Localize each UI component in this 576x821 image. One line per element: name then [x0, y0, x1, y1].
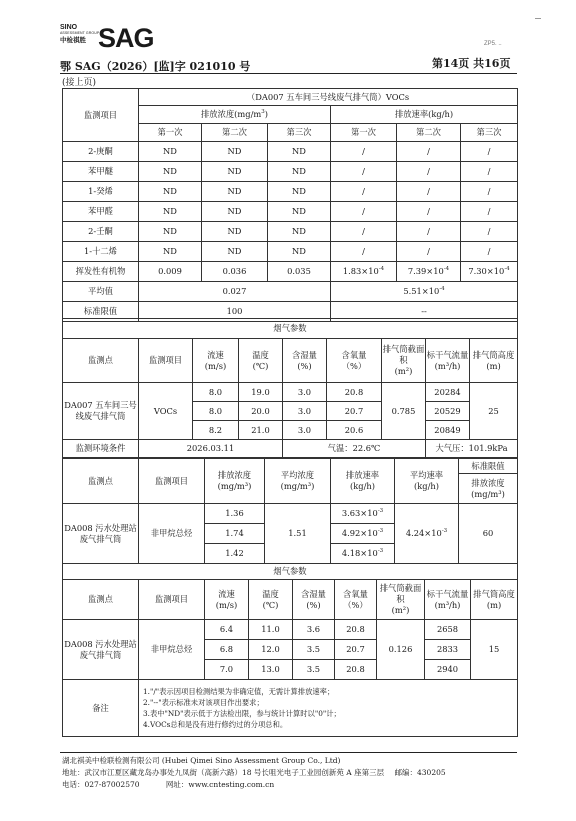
- cell: /: [331, 202, 397, 222]
- cell: ND: [202, 202, 268, 222]
- cell: ND: [139, 222, 202, 242]
- cell: 12.0: [249, 640, 293, 660]
- cell: 20.8: [327, 383, 382, 402]
- cell: 13.0: [249, 660, 293, 680]
- table-row: [63, 242, 518, 262]
- header-unit: (kg/h): [414, 481, 439, 491]
- cell: [331, 544, 395, 564]
- header-height: 排气筒高度(m): [471, 580, 518, 620]
- env-label: 监测环境条件: [63, 440, 139, 458]
- monitor-item: VOCs: [139, 383, 193, 440]
- cell: 1.42: [205, 544, 265, 564]
- cell: /: [331, 182, 397, 202]
- cell: /: [397, 222, 461, 242]
- remark-line: 4.VOCs总和是没有进行修约过的分项总和。: [143, 720, 288, 729]
- corner-mark: [535, 18, 541, 19]
- header-item: 监测项目: [139, 459, 205, 504]
- header-unit: (mg/m³): [217, 481, 252, 491]
- header-item: 监测项目: [139, 580, 205, 620]
- header-moisture: [293, 580, 335, 620]
- header-temp: [239, 339, 283, 383]
- run-6: 第三次: [461, 124, 518, 142]
- monitor-point: DA007 五车间三号线废气排气筒: [63, 383, 139, 440]
- header-concentration: [139, 106, 331, 124]
- rate-exp: -4: [378, 266, 385, 273]
- header-point: 监测点: [63, 339, 139, 383]
- header-label: 平均浓度: [280, 470, 315, 480]
- section-title: 烟气参数: [63, 319, 518, 339]
- footer-address: [62, 767, 446, 778]
- header-speed: [205, 580, 249, 620]
- cell: /: [397, 242, 461, 262]
- stack-height: 25: [470, 383, 518, 440]
- cell: /: [461, 182, 518, 202]
- cell: ND: [202, 162, 268, 182]
- cell: /: [331, 242, 397, 262]
- rate-base: 1.83×10: [342, 266, 379, 276]
- cell: /: [461, 202, 518, 222]
- cell: 20.7: [335, 640, 377, 660]
- header-item: 监测项目: [63, 89, 139, 142]
- cell: 8.0: [193, 402, 239, 421]
- cell: [331, 262, 397, 282]
- avg-rate: [331, 282, 518, 302]
- header-flow: [425, 580, 471, 620]
- stack-area: 0.126: [377, 620, 425, 680]
- cell: ND: [268, 222, 331, 242]
- cell: /: [331, 162, 397, 182]
- conc-label: 排放浓度$(mg/m^3)$: [200, 109, 269, 119]
- header-unit: (m²): [391, 605, 410, 615]
- cell: ND: [139, 182, 202, 202]
- row-name: 平均值: [63, 282, 139, 302]
- header-label: 温度: [262, 588, 279, 599]
- header-unit: （%）: [343, 599, 368, 610]
- header-item: 监测项目: [139, 339, 193, 383]
- header-label: 含湿量: [292, 349, 317, 360]
- header-label: 含湿量: [301, 588, 326, 599]
- flue-gas-table-1: [62, 318, 518, 458]
- cell: ND: [268, 242, 331, 262]
- header-label: 排放浓度: [217, 470, 252, 480]
- average-row: [63, 282, 518, 302]
- run-1: 第一次: [139, 124, 202, 142]
- header-unit: (%): [297, 360, 312, 371]
- header-unit: (kg/h): [350, 481, 375, 491]
- footer-divider: [60, 752, 517, 753]
- cell: 3.6: [293, 620, 335, 640]
- cell: ND: [139, 202, 202, 222]
- header-rate: 排放速率(kg/h): [331, 106, 518, 124]
- cell: [331, 524, 395, 544]
- env-date: 2026.03.11: [139, 440, 283, 458]
- company-logo: [60, 23, 154, 60]
- header-label: 流速: [207, 349, 224, 360]
- footer-website: 网址：www.cntesting.com.cn: [165, 780, 275, 789]
- header-label: 温度: [252, 349, 269, 360]
- avg-conc: 1.51: [265, 504, 331, 564]
- rate-exp: -3: [377, 508, 384, 515]
- run-5: 第二次: [397, 124, 461, 142]
- remark-line: 2."--"表示标准未对该项目作出要求；: [143, 698, 264, 707]
- monitor-item: 非甲烷总烃: [139, 620, 205, 680]
- cell: /: [461, 222, 518, 242]
- environment-row: [63, 440, 518, 458]
- header-unit: (m/s): [204, 360, 227, 371]
- cell: ND: [202, 222, 268, 242]
- cell: ND: [139, 242, 202, 262]
- run-3: 第三次: [268, 124, 331, 142]
- header-point: 监测点: [63, 459, 139, 504]
- stack-height: 15: [471, 620, 518, 680]
- table-row: [63, 202, 518, 222]
- stack-area: 0.785: [382, 383, 426, 440]
- cell: /: [461, 142, 518, 162]
- table-row: [63, 620, 518, 640]
- cell: 21.0: [239, 421, 283, 440]
- rate-base: 5.51×10: [403, 286, 440, 296]
- header-unit: （%）: [341, 360, 367, 371]
- logo-sub-text: ASSESSMENT GROUP: [60, 31, 100, 35]
- header-unit: (℃): [262, 599, 279, 610]
- header-avg-rate: [395, 459, 459, 504]
- remark-line: 1."/"表示因项目检测结果为非确定值，无需计算排放速率；: [143, 687, 335, 696]
- header-limit: 标准限值: [459, 459, 518, 474]
- cell: ND: [268, 182, 331, 202]
- remarks-row: [63, 680, 518, 737]
- rate-exp: -3: [377, 548, 384, 555]
- footer-contact: [62, 779, 274, 790]
- cell: /: [397, 182, 461, 202]
- cell: 20849: [426, 421, 470, 440]
- cell: ND: [268, 202, 331, 222]
- table-row: [63, 162, 518, 182]
- rate-base: 3.63×10: [341, 508, 378, 518]
- rate-exp: -4: [443, 266, 450, 273]
- monitor-item: 非甲烷总烃: [139, 504, 205, 564]
- header-label: 含氧量: [343, 588, 368, 599]
- cell: 2658: [425, 620, 471, 640]
- table-row: [63, 142, 518, 162]
- header-label: 流速: [218, 588, 235, 599]
- row-name: 苯甲醛: [63, 202, 139, 222]
- continued-label: (接上页): [62, 78, 97, 88]
- cell: 2833: [425, 640, 471, 660]
- cell: 20284: [426, 383, 470, 402]
- header-unit: (m/s): [215, 599, 238, 610]
- cell: /: [461, 242, 518, 262]
- run-4: 第一次: [331, 124, 397, 142]
- header-flow: [426, 339, 470, 383]
- rate-base: 7.39×10: [407, 266, 444, 276]
- cell: 20.8: [335, 620, 377, 640]
- header-label: 标干气流量: [426, 588, 469, 599]
- table-row: [63, 262, 518, 282]
- header-unit: (m³/h): [434, 360, 461, 371]
- row-name: 标准限值: [63, 302, 139, 322]
- avg-conc: 0.027: [139, 282, 331, 302]
- logo-cn-text: 中检祺胜: [60, 36, 86, 44]
- cell: 1.74: [205, 524, 265, 544]
- cell: /: [397, 202, 461, 222]
- cell: 11.0: [249, 620, 293, 640]
- header-unit: (mg/m³): [280, 481, 315, 491]
- rate-base: 4.92×10: [341, 528, 378, 538]
- header-oxygen: [335, 580, 377, 620]
- rate-exp: -3: [441, 528, 448, 535]
- header-unit: (m²): [394, 366, 413, 376]
- cell: /: [397, 162, 461, 182]
- monitor-point: DA008 污水处理站废气排气筒: [63, 620, 139, 680]
- cell: 3.0: [283, 421, 327, 440]
- rate-base: 4.24×10: [405, 528, 442, 538]
- cell: [461, 262, 518, 282]
- row-name: 1-十二烯: [63, 242, 139, 262]
- footer-postcode: 邮编：430205: [394, 768, 446, 777]
- header-oxygen: [327, 339, 382, 383]
- header-speed: [193, 339, 239, 383]
- cell: ND: [202, 142, 268, 162]
- cell: 3.5: [293, 640, 335, 660]
- table-row: [63, 504, 518, 524]
- rate-exp: -4: [439, 286, 445, 293]
- limit-value: 60: [459, 504, 518, 564]
- header-label: 含氧量: [341, 349, 367, 360]
- cell: /: [397, 142, 461, 162]
- cell: ND: [202, 182, 268, 202]
- cell: ND: [202, 242, 268, 262]
- header-limit-conc: [459, 474, 518, 504]
- report-number: 鄂 SAG（2026）[监]字 021010 号: [60, 60, 251, 73]
- cell: ND: [139, 162, 202, 182]
- flue-gas-table-2: [62, 563, 518, 737]
- cell: 3.5: [293, 660, 335, 680]
- remark-line: 3.表中"ND"表示低于方法检出限，参与统计计算时以"0"计；: [143, 709, 341, 718]
- limit-rate: --: [331, 302, 518, 322]
- section-title: 烟气参数: [63, 564, 518, 580]
- table-row: [63, 383, 518, 402]
- cell: 0.009: [139, 262, 202, 282]
- cell: 6.4: [205, 620, 249, 640]
- cell: 19.0: [239, 383, 283, 402]
- logo-sag-text: SAG: [98, 23, 154, 53]
- avg-rate: [395, 504, 459, 564]
- cell: 8.2: [193, 421, 239, 440]
- row-name: 苯甲醚: [63, 162, 139, 182]
- cell: /: [461, 162, 518, 182]
- rate-base: 7.30×10: [468, 266, 505, 276]
- header-label: 排气筒截面积: [382, 344, 425, 365]
- cell: 20.6: [327, 421, 382, 440]
- cell: [331, 504, 395, 524]
- cell: 7.0: [205, 660, 249, 680]
- cell: 3.0: [283, 383, 327, 402]
- header-area: [382, 339, 426, 383]
- table-row: [63, 222, 518, 242]
- voc-table-title: （DA007 五车间三号线废气排气筒）VOCs: [139, 89, 518, 106]
- header-conc: [205, 459, 265, 504]
- header-unit: (%): [306, 599, 321, 610]
- footer-phone: 电话：027-87002570: [62, 780, 140, 789]
- cell: 20.8: [335, 660, 377, 680]
- cell: 3.0: [283, 402, 327, 421]
- header-divider: [60, 73, 517, 74]
- remarks-label: 备注: [63, 680, 139, 737]
- cell: 8.0: [193, 383, 239, 402]
- cell: ND: [268, 162, 331, 182]
- header-unit: (mg/m³): [471, 488, 505, 499]
- row-name: 2-庚酮: [63, 142, 139, 162]
- cell: /: [331, 142, 397, 162]
- header-point: 监测点: [63, 580, 139, 620]
- header-label: 排放浓度: [471, 477, 505, 488]
- row-name: 1-癸烯: [63, 182, 139, 202]
- page-number: 第14页 共16页: [432, 57, 511, 70]
- header-label: 排气筒截面积: [379, 583, 422, 604]
- env-pressure: 大气压：101.9kPa: [426, 440, 518, 458]
- cell: 2940: [425, 660, 471, 680]
- cell: 20529: [426, 402, 470, 421]
- rate-base: 4.18×10: [341, 548, 378, 558]
- monitor-point: DA008 污水处理站废气排气筒: [63, 504, 139, 564]
- header-label: 平均速率: [409, 470, 444, 480]
- env-temp: 气温：22.6℃: [283, 440, 426, 458]
- cell: 6.8: [205, 640, 249, 660]
- header-height: 排气筒高度(m): [470, 339, 518, 383]
- cell: 0.035: [268, 262, 331, 282]
- header-temp: [249, 580, 293, 620]
- header-area: [377, 580, 425, 620]
- table-row: [63, 182, 518, 202]
- handwritten-mark: ZP5. ..: [484, 41, 502, 47]
- cell: ND: [268, 142, 331, 162]
- header-moisture: [283, 339, 327, 383]
- header-unit: (m³/h): [434, 599, 461, 610]
- header-unit: (℃): [252, 360, 269, 371]
- remarks-content: [139, 680, 518, 737]
- voc-results-table: [62, 88, 518, 322]
- cell: 1.36: [205, 504, 265, 524]
- row-name: 挥发性有机物: [63, 262, 139, 282]
- cell: ND: [139, 142, 202, 162]
- cell: [397, 262, 461, 282]
- rate-exp: -3: [377, 528, 384, 535]
- footer-company: 湖北祺美中检联检测有限公司 (Hubei Qimei Sino Assessment Group Co., Ltd): [62, 756, 341, 765]
- logo-sino-text: SINO: [60, 24, 78, 31]
- cell: /: [331, 222, 397, 242]
- run-2: 第二次: [202, 124, 268, 142]
- header-label: 排放速率: [345, 470, 380, 480]
- cell: 20.7: [327, 402, 382, 421]
- header-rate: [331, 459, 395, 504]
- limit-conc: 100: [139, 302, 331, 322]
- cell: 20.0: [239, 402, 283, 421]
- footer-address-text: 地址：武汉市江夏区藏龙岛办事处九凤街（高新六路）18 号长咀光电子工业园创新苑 A 座第三层: [62, 768, 385, 777]
- cell: 0.036: [202, 262, 268, 282]
- rate-exp: -4: [504, 266, 510, 273]
- nmhc-results-table: [62, 458, 518, 564]
- header-avg-conc: [265, 459, 331, 504]
- row-name: 2-壬酮: [63, 222, 139, 242]
- header-label: 标干气流量: [426, 349, 469, 360]
